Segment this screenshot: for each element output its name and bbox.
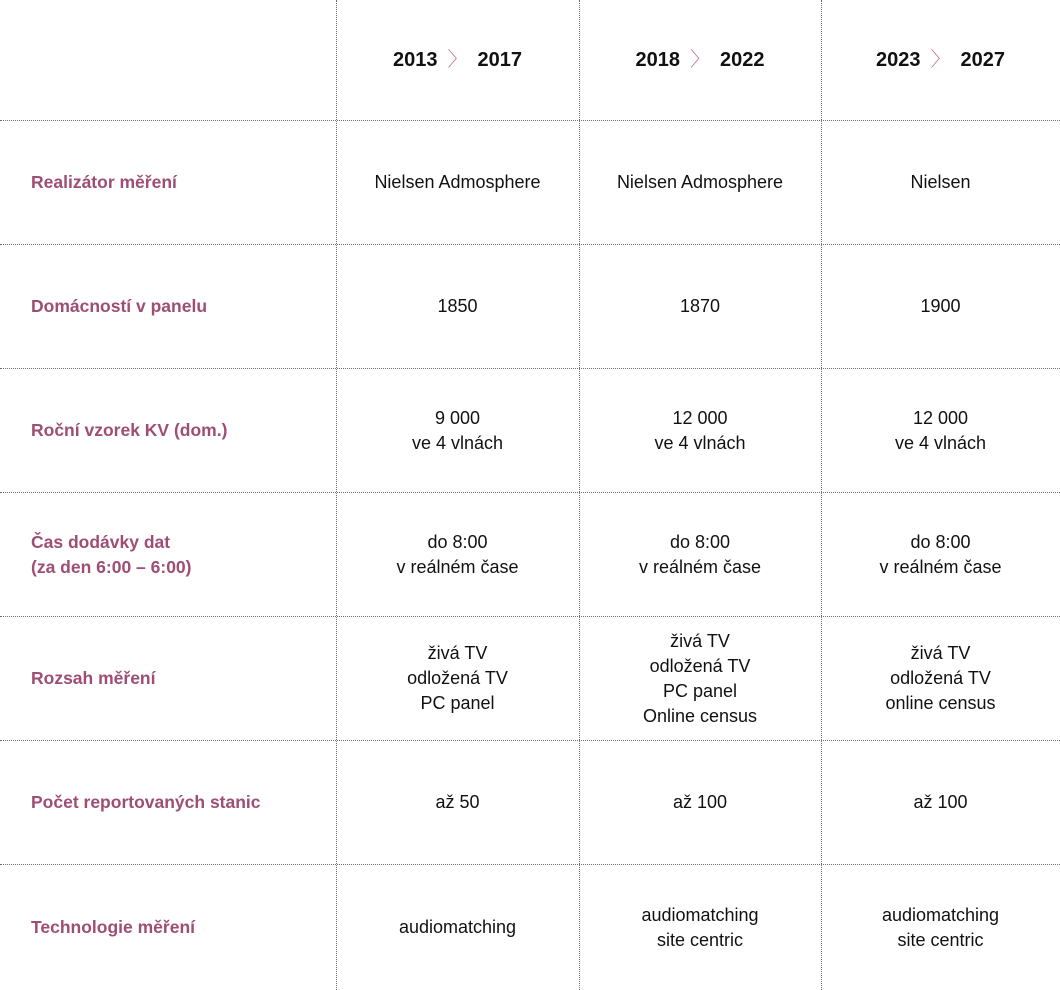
- period-header: [821, 0, 1060, 120]
- table-row: [0, 865, 1060, 990]
- cell-text: site centric: [656, 929, 744, 950]
- table-cell: [821, 865, 1060, 990]
- cell-text: do 8:00: [669, 531, 731, 552]
- cell-text: v reálném čase: [396, 556, 519, 577]
- cell-text: 9 000: [434, 407, 481, 428]
- row-label-text: Technologie měření: [31, 917, 196, 937]
- table-cell: [579, 741, 821, 864]
- table-cell: [821, 493, 1060, 616]
- table-row: [0, 741, 1060, 864]
- period-to: 2027: [960, 48, 1005, 71]
- table-cell: [336, 741, 579, 864]
- cell-text: Online census: [642, 705, 758, 726]
- table-cell: [336, 493, 579, 616]
- cell-text: v reálném čase: [638, 556, 762, 577]
- row-label: [0, 617, 336, 740]
- table-cell: [821, 121, 1060, 244]
- cell-text: site centric: [897, 929, 984, 950]
- row-label: [0, 493, 336, 616]
- row-label-text: Počet reportovaných stanic: [31, 792, 261, 812]
- period-from: 2018: [635, 48, 680, 71]
- cell-text: až 50: [435, 792, 480, 812]
- table-row: [0, 493, 1060, 616]
- cell-text: do 8:00: [910, 531, 971, 552]
- row-label: [0, 245, 336, 368]
- row-label: [0, 741, 336, 864]
- cell-text: 1900: [920, 296, 961, 316]
- table-row: [0, 617, 1060, 740]
- chevron-right-icon: 〉: [930, 48, 951, 71]
- table-cell: [579, 493, 821, 616]
- table-cell: [336, 617, 579, 740]
- row-label-text: (za den 6:00 – 6:00): [31, 556, 192, 577]
- period-header: [579, 0, 821, 120]
- cell-text: odložená TV: [407, 668, 508, 688]
- cell-text: PC panel: [662, 680, 738, 701]
- table-cell: [821, 369, 1060, 492]
- cell-text: 1850: [437, 296, 478, 316]
- table-cell: [579, 245, 821, 368]
- cell-text: audiomatching: [398, 917, 517, 937]
- period-to: 2017: [477, 48, 522, 71]
- table-cell: [336, 121, 579, 244]
- cell-text: Nielsen Admosphere: [374, 172, 541, 192]
- table-row: [0, 369, 1060, 492]
- table-cell: [821, 741, 1060, 864]
- table-cell: [821, 617, 1060, 740]
- cell-text: odložená TV: [649, 655, 751, 676]
- period-to: 2022: [720, 48, 765, 71]
- cell-text: Nielsen: [910, 172, 971, 192]
- cell-text: ve 4 vlnách: [654, 432, 746, 453]
- cell-text: 12 000: [672, 407, 728, 428]
- cell-text: živá TV: [910, 643, 971, 663]
- row-label-text: Realizátor měření: [31, 172, 177, 192]
- header-empty-cell: [0, 0, 336, 120]
- cell-text: živá TV: [427, 643, 488, 663]
- cell-text: audiomatching: [881, 904, 1000, 925]
- table-cell: [336, 865, 579, 990]
- cell-text: 12 000: [912, 407, 969, 428]
- cell-text: ve 4 vlnách: [894, 432, 987, 453]
- row-label: [0, 121, 336, 244]
- row-label-text: Čas dodávky dat: [31, 531, 171, 552]
- table-row: [0, 245, 1060, 368]
- row-label: [0, 865, 336, 990]
- row-label: [0, 369, 336, 492]
- cell-text: PC panel: [420, 693, 495, 713]
- cell-text: ve 4 vlnách: [411, 432, 504, 453]
- row-label-text: Domácností v panelu: [31, 296, 208, 316]
- cell-text: online census: [885, 693, 996, 713]
- cell-text: živá TV: [670, 630, 730, 651]
- cell-text: v reálném čase: [879, 556, 1002, 577]
- cell-text: odložená TV: [890, 668, 991, 688]
- table-cell: [579, 369, 821, 492]
- table-cell: [336, 245, 579, 368]
- row-label-text: Rozsah měření: [31, 668, 156, 688]
- period-from: 2013: [393, 48, 438, 71]
- chevron-right-icon: 〉: [690, 48, 710, 71]
- cell-text: audiomatching: [641, 904, 759, 925]
- cell-text: až 100: [672, 792, 728, 812]
- chevron-right-icon: 〉: [447, 48, 468, 71]
- cell-text: 1870: [679, 296, 721, 316]
- cell-text: do 8:00: [427, 531, 488, 552]
- table-row: [0, 121, 1060, 244]
- cell-text: Nielsen Admosphere: [616, 172, 784, 192]
- period-from: 2023: [876, 48, 921, 71]
- table-cell: [579, 865, 821, 990]
- header-row: [0, 0, 1060, 120]
- table-cell: [336, 369, 579, 492]
- table-cell: [579, 617, 821, 740]
- cell-text: až 100: [913, 792, 968, 812]
- table-cell: [579, 121, 821, 244]
- row-label-text: Roční vzorek KV (dom.): [31, 420, 228, 440]
- period-header: [336, 0, 579, 120]
- table-cell: [821, 245, 1060, 368]
